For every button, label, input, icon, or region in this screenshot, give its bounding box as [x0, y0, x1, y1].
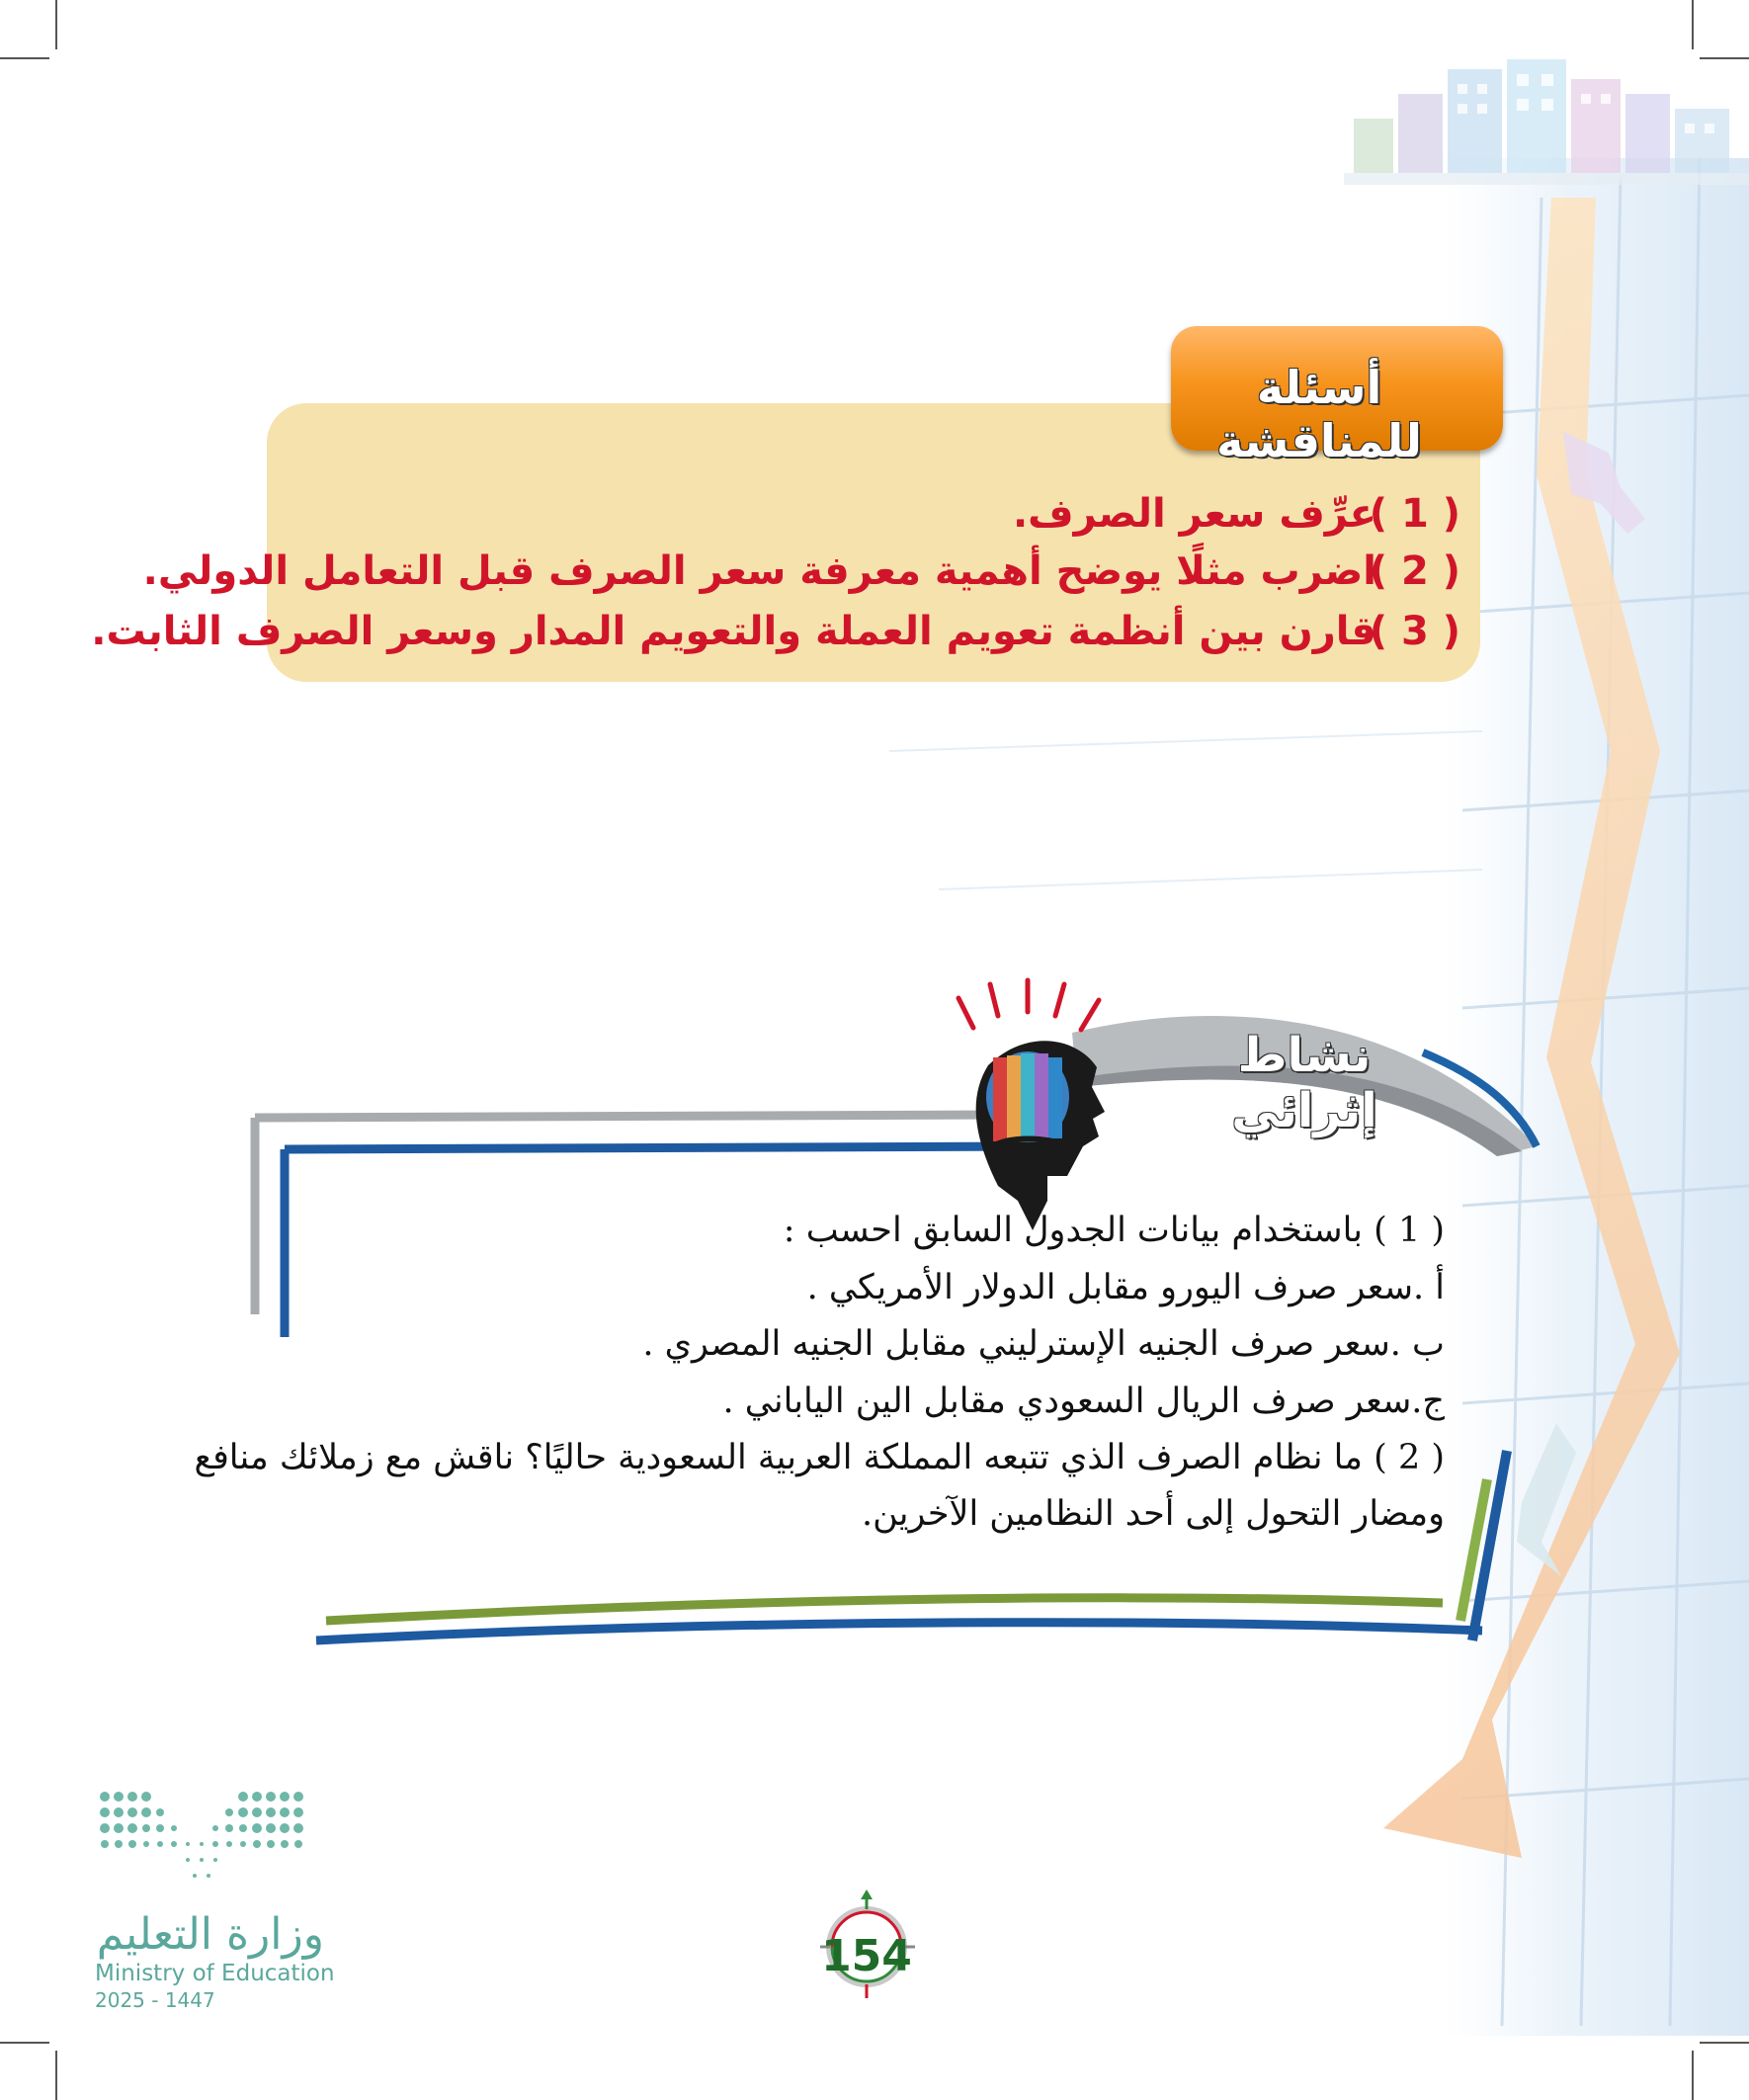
activity-line: ومضار التحول إلى أحد النظامين الآخرين. [862, 1494, 1445, 1534]
activity-line: ( 2 ) ما نظام الصرف الذي تتبعه المملكة العربية السعودية حاليًا؟ ناقش مع زملائك منافع [194, 1438, 1445, 1477]
question-number: ( 3 ) [1369, 609, 1460, 654]
thinking-head-icon [958, 980, 1105, 1230]
activity-line: أ .سعر صرف اليورو مقابل الدولار الأمريكي . [806, 1268, 1445, 1307]
question-number: ( 2 ) [1369, 548, 1460, 594]
activity-title: نشاط إثرائي [1231, 1028, 1377, 1138]
activity-line: ( 1 ) باستخدام بيانات الجدول السابق احسب : [783, 1211, 1445, 1250]
ministry-name-ar: وزارة التعليم [96, 1909, 324, 1960]
ministry-name-en: Ministry of Education [95, 1961, 335, 1986]
page-number: 154 [821, 1931, 912, 1981]
question-text: اضرب مثلًا يوضح أهمية معرفة سعر الصرف قبل التعامل الدولي. [142, 548, 1376, 594]
question-number: ( 1 ) [1369, 491, 1460, 537]
discussion-title: أسئلة للمناقشة [1216, 361, 1422, 467]
question-text: عرِّف سعر الصرف. [1012, 491, 1376, 537]
question-text: قارن بين أنظمة تعويم العملة والتعويم المدار وسعر الصرف الثابت. [91, 609, 1376, 654]
ministry-logo-icon [95, 1785, 312, 1893]
activity-line: ج.سعر صرف الريال السعودي مقابل الين الياباني . [722, 1382, 1445, 1421]
ministry-year: 2025 - 1447 [95, 1988, 215, 2012]
activity-line: ب .سعر صرف الجنيه الإسترليني مقابل الجنيه المصري . [642, 1324, 1445, 1364]
